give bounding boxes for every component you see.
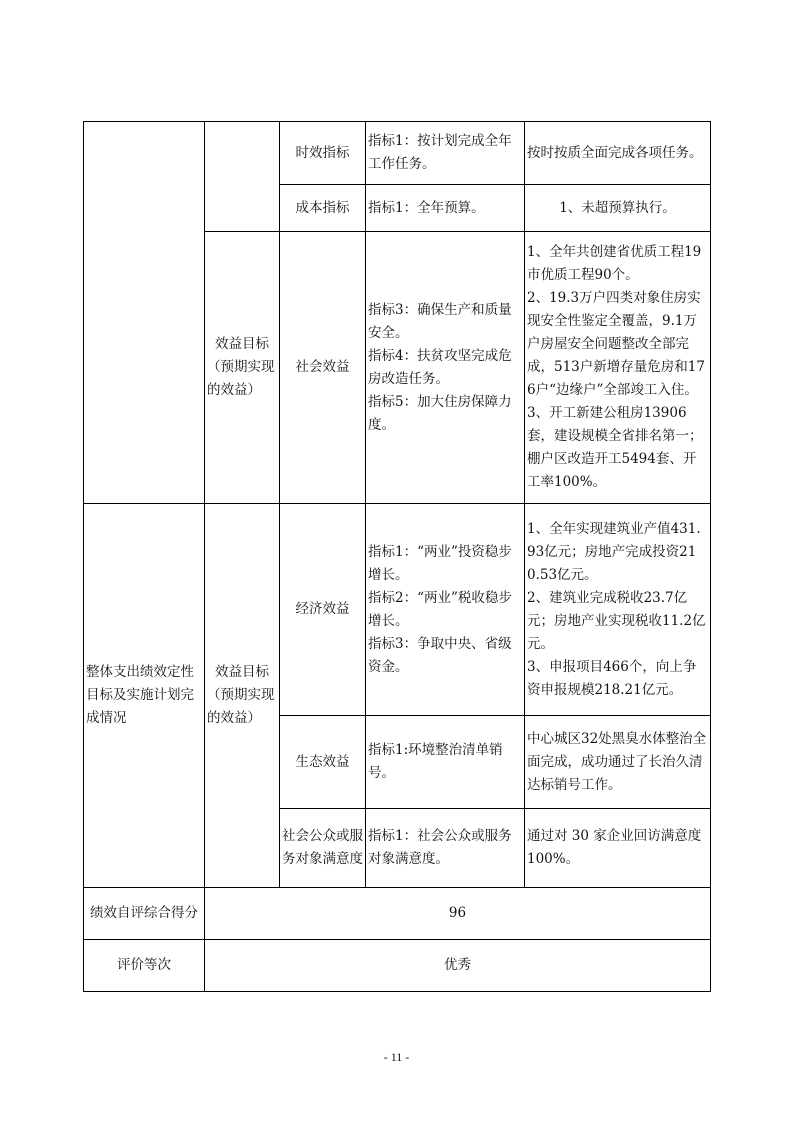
result-line: 1、全年共创建省优质工程19市优质工程90个。 bbox=[527, 244, 702, 283]
indicator-cell bbox=[366, 504, 525, 716]
result-cell: 中心城区32处黑臭水体整治全面完成，成功通过了长治久清达标销号工作。 bbox=[525, 716, 711, 809]
result-cell bbox=[525, 504, 711, 716]
category-line: 效益目标 bbox=[215, 336, 269, 352]
category-line: 的效益） bbox=[207, 710, 261, 726]
result-line: 3、开工新建公租房13906套，建设规模全省排名第一；棚户区改造开工5494套、开工率100%。 bbox=[527, 405, 703, 490]
result-cell bbox=[525, 232, 711, 504]
empty-cell bbox=[205, 122, 280, 232]
result-line: 2、建筑业完成税收23.7亿元；房地产业实现税收11.2亿元。 bbox=[527, 589, 706, 652]
table-row bbox=[84, 888, 711, 940]
indicator-cell: 指标1:环境整治清单销号。 bbox=[366, 716, 525, 809]
indicator-type-cell: 经济效益 bbox=[280, 504, 366, 716]
result-cell: 1、未超预算执行。 bbox=[525, 185, 711, 232]
indicator-line: 指标5：加大住房保障力度。 bbox=[368, 393, 512, 433]
grade-label-cell: 评价等次 bbox=[84, 940, 205, 992]
page-number: - 11 - bbox=[383, 1050, 410, 1064]
result-line: 2、19.3万户四类对象住房实现安全性鉴定全覆盖，9.1万户房屋安全问题整改全部完成，513户新增存量危房和176户“边缘户”全部竣工入住。 bbox=[527, 290, 705, 398]
indicator-cell: 指标1：全年预算。 bbox=[366, 185, 525, 232]
indicator-line: 指标4：扶贫攻坚完成危房改造任务。 bbox=[368, 347, 512, 387]
indicator-type-cell: 生态效益 bbox=[280, 716, 366, 809]
category-line: 效益目标 bbox=[215, 664, 269, 680]
indicator-cell bbox=[366, 232, 525, 504]
indicator-type-cell: 成本指标 bbox=[280, 185, 366, 232]
table-row bbox=[84, 122, 711, 185]
indicator-cell: 指标1：社会公众或服务对象满意度。 bbox=[366, 809, 525, 888]
score-value-cell: 96 bbox=[205, 888, 711, 940]
indicator-line: 指标2：“两业”税收稳步增长。 bbox=[368, 589, 512, 629]
benefit-category-cell bbox=[205, 232, 280, 504]
table-row bbox=[84, 940, 711, 992]
category-line: （预期实现 bbox=[207, 359, 275, 375]
benefit-category-cell bbox=[205, 504, 280, 888]
table-row bbox=[84, 504, 711, 716]
indicator-type-cell: 社会公众或服务对象满意度 bbox=[280, 809, 366, 888]
result-line: 3、申报项目466个，向上争资申报规模218.21亿元。 bbox=[527, 658, 697, 698]
category-line: （预期实现 bbox=[207, 687, 275, 703]
empty-cell bbox=[84, 122, 205, 504]
overall-label-cell: 整体支出绩效定性目标及实施计划完成情况 bbox=[84, 504, 205, 888]
indicator-cell: 指标1：按计划完成全年工作任务。 bbox=[366, 122, 525, 185]
result-cell: 按时按质全面完成各项任务。 bbox=[525, 122, 711, 185]
indicator-line: 指标3：确保生产和质量安全。 bbox=[368, 301, 512, 341]
indicator-type-cell: 时效指标 bbox=[280, 122, 366, 185]
grade-value-cell: 优秀 bbox=[205, 940, 711, 992]
performance-table bbox=[83, 121, 711, 992]
indicator-type-cell: 社会效益 bbox=[280, 232, 366, 504]
score-label-cell: 绩效自评综合得分 bbox=[84, 888, 205, 940]
indicator-line: 指标3：争取中央、省级资金。 bbox=[368, 635, 512, 675]
result-cell: 通过对 30 家企业回访满意度100%。 bbox=[525, 809, 711, 888]
result-line: 1、全年实现建筑业产值431.93亿元；房地产完成投资210.53亿元。 bbox=[527, 520, 701, 583]
category-line: 的效益） bbox=[207, 382, 261, 398]
indicator-line: 指标1：“两业”投资稳步增长。 bbox=[368, 543, 512, 583]
